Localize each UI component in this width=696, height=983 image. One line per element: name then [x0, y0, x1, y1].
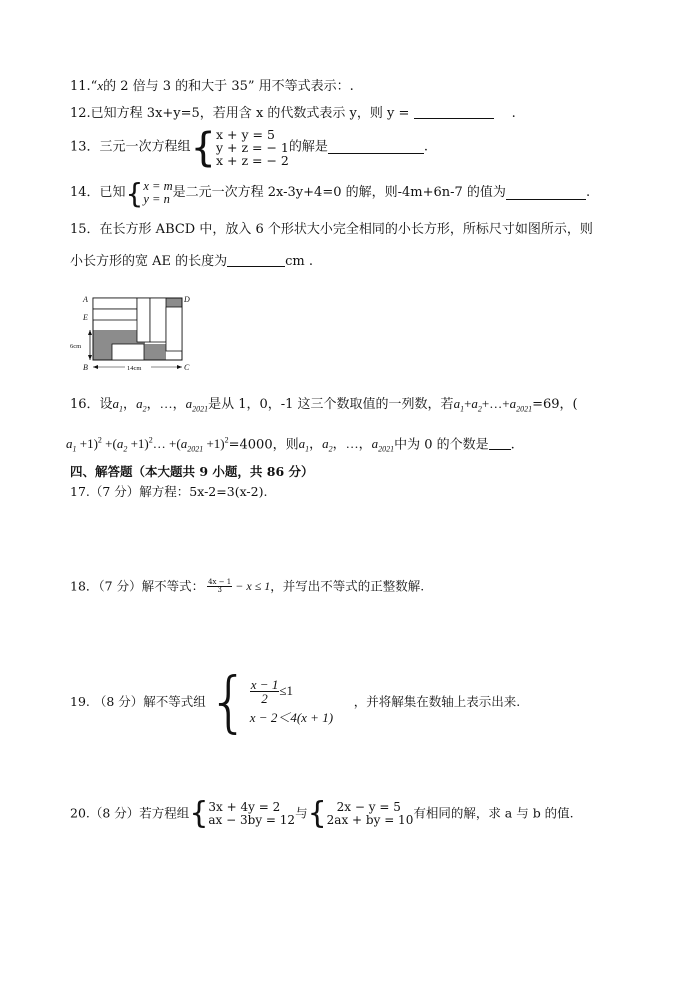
q18-numerator: 4x − 1	[208, 578, 232, 586]
question-17: 17.（7 分）解方程：5x-2=3(x-2).	[70, 484, 268, 499]
q16-terms-again: $a_1$，$a_2$，…，$a_{2021}$	[298, 436, 395, 454]
q18-expression: − x ≤ 1	[235, 579, 271, 593]
question-15-line-1: 15．在长方形 ABCD 中，放入 6 个形状大小完全相同的小长方形，所标尺寸如图所示，则	[70, 222, 593, 237]
question-14	[70, 176, 591, 210]
q20-prefix: 20.（8 分）若方程组	[70, 805, 190, 821]
q13-answer-blank[interactable]	[328, 141, 424, 154]
q16-square-sum: $a_1 +1)^2 +(a_2$ $+1)^2\dots +(a_{2021} +1)^2$	[66, 436, 229, 454]
question-19	[70, 663, 521, 740]
q14-brace: {	[125, 176, 144, 210]
q14-eq1: x = m	[143, 179, 173, 193]
question-13	[70, 124, 429, 171]
q19-suffix: ，并将解集在数轴上表示出来.	[353, 693, 521, 709]
question-12	[70, 106, 516, 122]
q11-text-a: 11.“	[70, 79, 98, 94]
q11-variable: x	[97, 78, 104, 93]
q19-numerator: x − 1	[250, 676, 279, 692]
small-rect-4	[150, 298, 166, 342]
q16-end: .	[510, 437, 515, 453]
height-arrow-top	[88, 330, 92, 335]
q19-brace: {	[207, 663, 250, 740]
q20-mid: 与	[295, 805, 308, 821]
rectangle-figure	[68, 292, 198, 374]
q14-answer-blank[interactable]	[506, 187, 586, 200]
q14-suffix: 是二元一次方程 2x-3y+4=0 的解，则-4m+6n-7 的值为	[172, 185, 506, 200]
width-label: 14cm	[127, 365, 142, 372]
q18-denominator: 3	[217, 586, 222, 594]
width-arrow-left	[93, 365, 98, 369]
small-rect-3	[137, 298, 150, 342]
q16-sum-expression: $a_1+a_2+\dots+a_{2021}$	[453, 396, 533, 414]
small-rect-6	[112, 344, 144, 360]
q11-text-b: 的 2 倍与 3 的和大于 35” 用不等式表示：.	[103, 79, 354, 94]
q20-system-1	[208, 801, 295, 826]
question-15-line-2	[70, 254, 313, 270]
small-rect-5	[166, 307, 182, 351]
height-arrow-bottom	[88, 355, 92, 360]
q15-answer-blank[interactable]	[227, 254, 285, 267]
question-16-line-2	[66, 436, 515, 455]
q16-line1b: 是从 1，0，-1 这三个数取值的一列数，若	[208, 397, 454, 412]
q13-prefix: 13．三元一次方程组	[70, 139, 191, 155]
q14-system	[143, 180, 172, 206]
q16-answer-blank[interactable]	[489, 437, 511, 450]
q19-rel1: ≤1	[279, 682, 293, 698]
q15-line2a: 小长方形的宽 AE 的长度为	[70, 254, 228, 269]
q13-system	[216, 128, 289, 167]
section-4-title: 四、解答题（本大题共 9 小题，共 86 分）	[70, 464, 314, 479]
q19-prefix: 19. （8 分）解不等式组	[70, 693, 206, 709]
q20-suffix: 有相同的解，求 a 与 b 的值.	[413, 805, 574, 821]
q13-eq2: y + z = − 1	[216, 140, 289, 156]
label-c: C	[184, 363, 190, 372]
q20-sys1-eq1: 3x + 4y = 2	[208, 799, 281, 814]
small-rect-1	[93, 298, 137, 309]
q19-denominator: 2	[261, 690, 268, 706]
q14-eq2: y = n	[143, 192, 170, 207]
q20-sys2-eq1: 2x − y = 5	[336, 799, 401, 814]
label-d: D	[184, 295, 190, 304]
q16-line1a: 16．设	[70, 397, 113, 412]
q12-answer-blank[interactable]	[414, 106, 494, 119]
label-e: E	[83, 313, 88, 322]
q14-prefix: 14．已知	[70, 185, 126, 200]
q18-prefix: 18．（7 分）解不等式：	[70, 578, 205, 594]
q15-line2b: cm .	[285, 254, 314, 269]
q16-line2a: =4000，则	[228, 437, 299, 453]
question-16-line-1	[70, 396, 578, 415]
q13-eq3: x + z = − 2	[216, 153, 289, 169]
q16-line1c: =69，(	[532, 397, 578, 412]
question-18	[70, 578, 424, 594]
label-a: A	[83, 295, 88, 304]
q20-system-2	[327, 801, 414, 826]
q20-sys2-eq2: 2ax + by = 10	[326, 812, 414, 827]
shade-top-right	[166, 298, 182, 307]
label-b: B	[83, 363, 88, 372]
question-11	[70, 78, 354, 95]
width-arrow-right	[177, 365, 182, 369]
q20-brace-1: {	[189, 796, 209, 831]
q14-end: .	[585, 185, 591, 200]
q12-end: .	[511, 106, 516, 121]
q13-eq1: x + y = 5	[216, 127, 275, 142]
q19-system	[250, 678, 354, 726]
shade-bottom	[144, 344, 166, 360]
q19-ineq1	[250, 678, 354, 705]
q16-line2b: 中为 0 的个数是	[394, 437, 489, 453]
small-rect-2	[93, 309, 137, 320]
q18-suffix: ，并写出不等式的正整数解.	[270, 578, 425, 594]
q18-fraction	[207, 579, 232, 594]
q12-text: 12.已知方程 3x+y=5，若用含 x 的代数式表示 y，则 y =	[70, 106, 410, 121]
q19-ineq2: x − 2＜4(x + 1)	[249, 709, 334, 725]
height-label: 6cm	[70, 343, 82, 350]
q16-sequence-terms: $a_1$，$a_2$，…，$a_{2021}$	[112, 396, 209, 414]
q13-end: .	[423, 139, 429, 155]
q13-brace: {	[190, 124, 216, 171]
q20-brace-2: {	[307, 796, 327, 831]
question-20	[70, 796, 574, 831]
q20-sys1-eq2: ax − 3by = 12	[208, 812, 296, 827]
q13-suffix: 的解是	[288, 139, 328, 155]
